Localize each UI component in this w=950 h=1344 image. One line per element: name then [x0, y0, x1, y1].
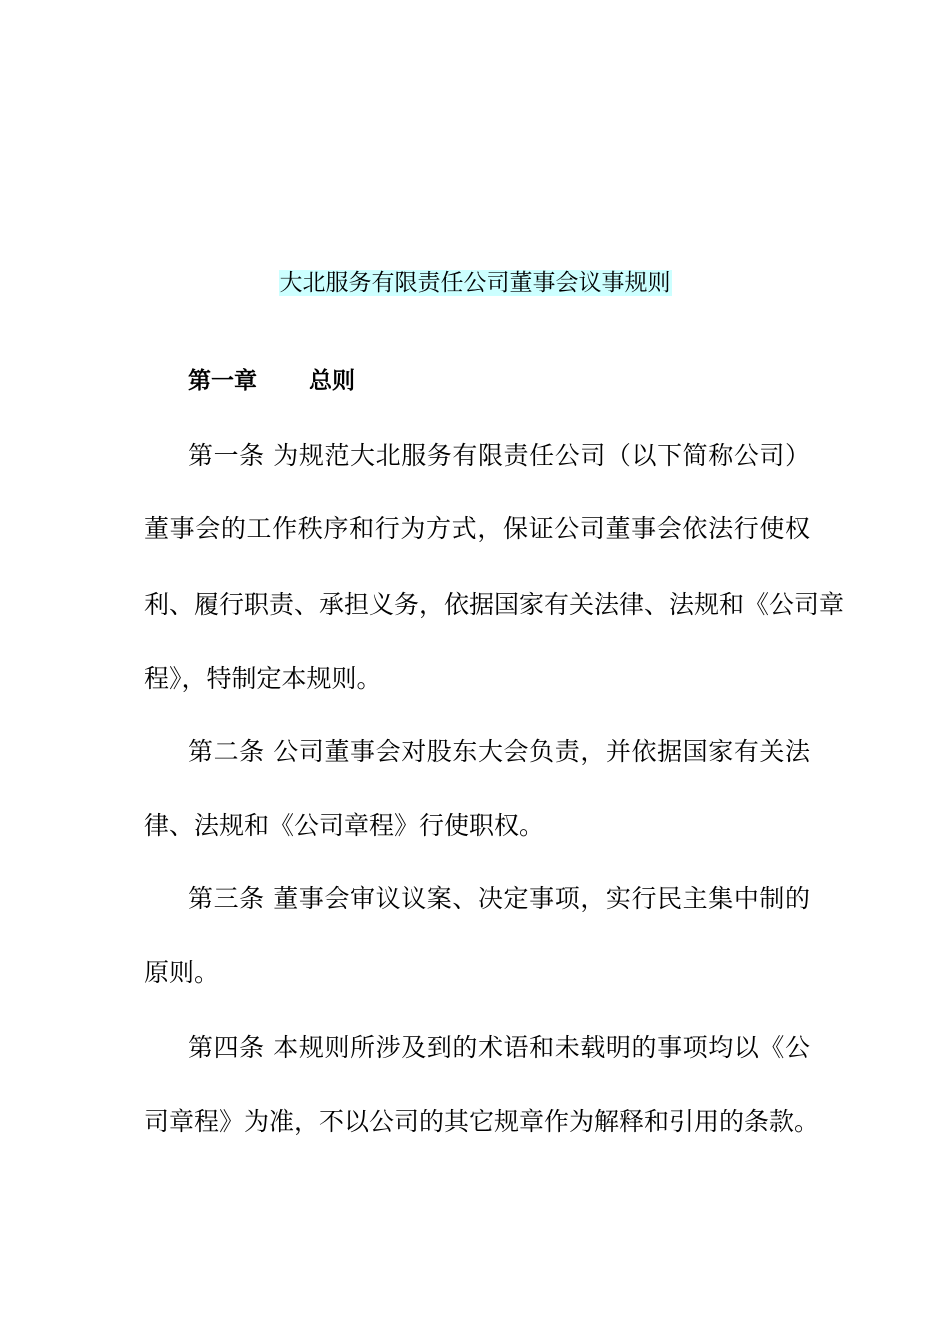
chapter-name: 总则: [309, 368, 355, 394]
article-4-line-1: 第四条 本规则所涉及到的术语和未载明的事项均以《公: [188, 1033, 810, 1062]
article-3-line-1: 第三条 董事会审议议案、决定事项，实行民主集中制的: [188, 884, 810, 913]
article-1-line-1: 第一条 为规范大北服务有限责任公司（以下简称公司）: [188, 441, 810, 470]
chapter-heading: [188, 364, 355, 398]
article-2-line-1: 第二条 公司董事会对股东大会负责，并依据国家有关法: [188, 737, 810, 766]
article-3-line-2: 原则。: [144, 958, 220, 987]
chapter-number: 第一章: [188, 368, 257, 394]
document-title-text: 大北服务有限责任公司董事会议事规则: [279, 270, 671, 296]
article-2-line-2: 律、法规和《公司章程》行使职权。: [144, 811, 545, 840]
document-title: [0, 266, 950, 300]
article-1-line-4: 程》，特制定本规则。: [144, 664, 382, 693]
article-1-line-2: 董事会的工作秩序和行为方式，保证公司董事会依法行使权: [144, 514, 810, 543]
article-1-line-3: 利、履行职责、承担义务，依据国家有关法律、法规和《公司章: [144, 590, 845, 619]
article-4-line-2: 司章程》为准，不以公司的其它规章作为解释和引用的条款。: [144, 1107, 820, 1136]
